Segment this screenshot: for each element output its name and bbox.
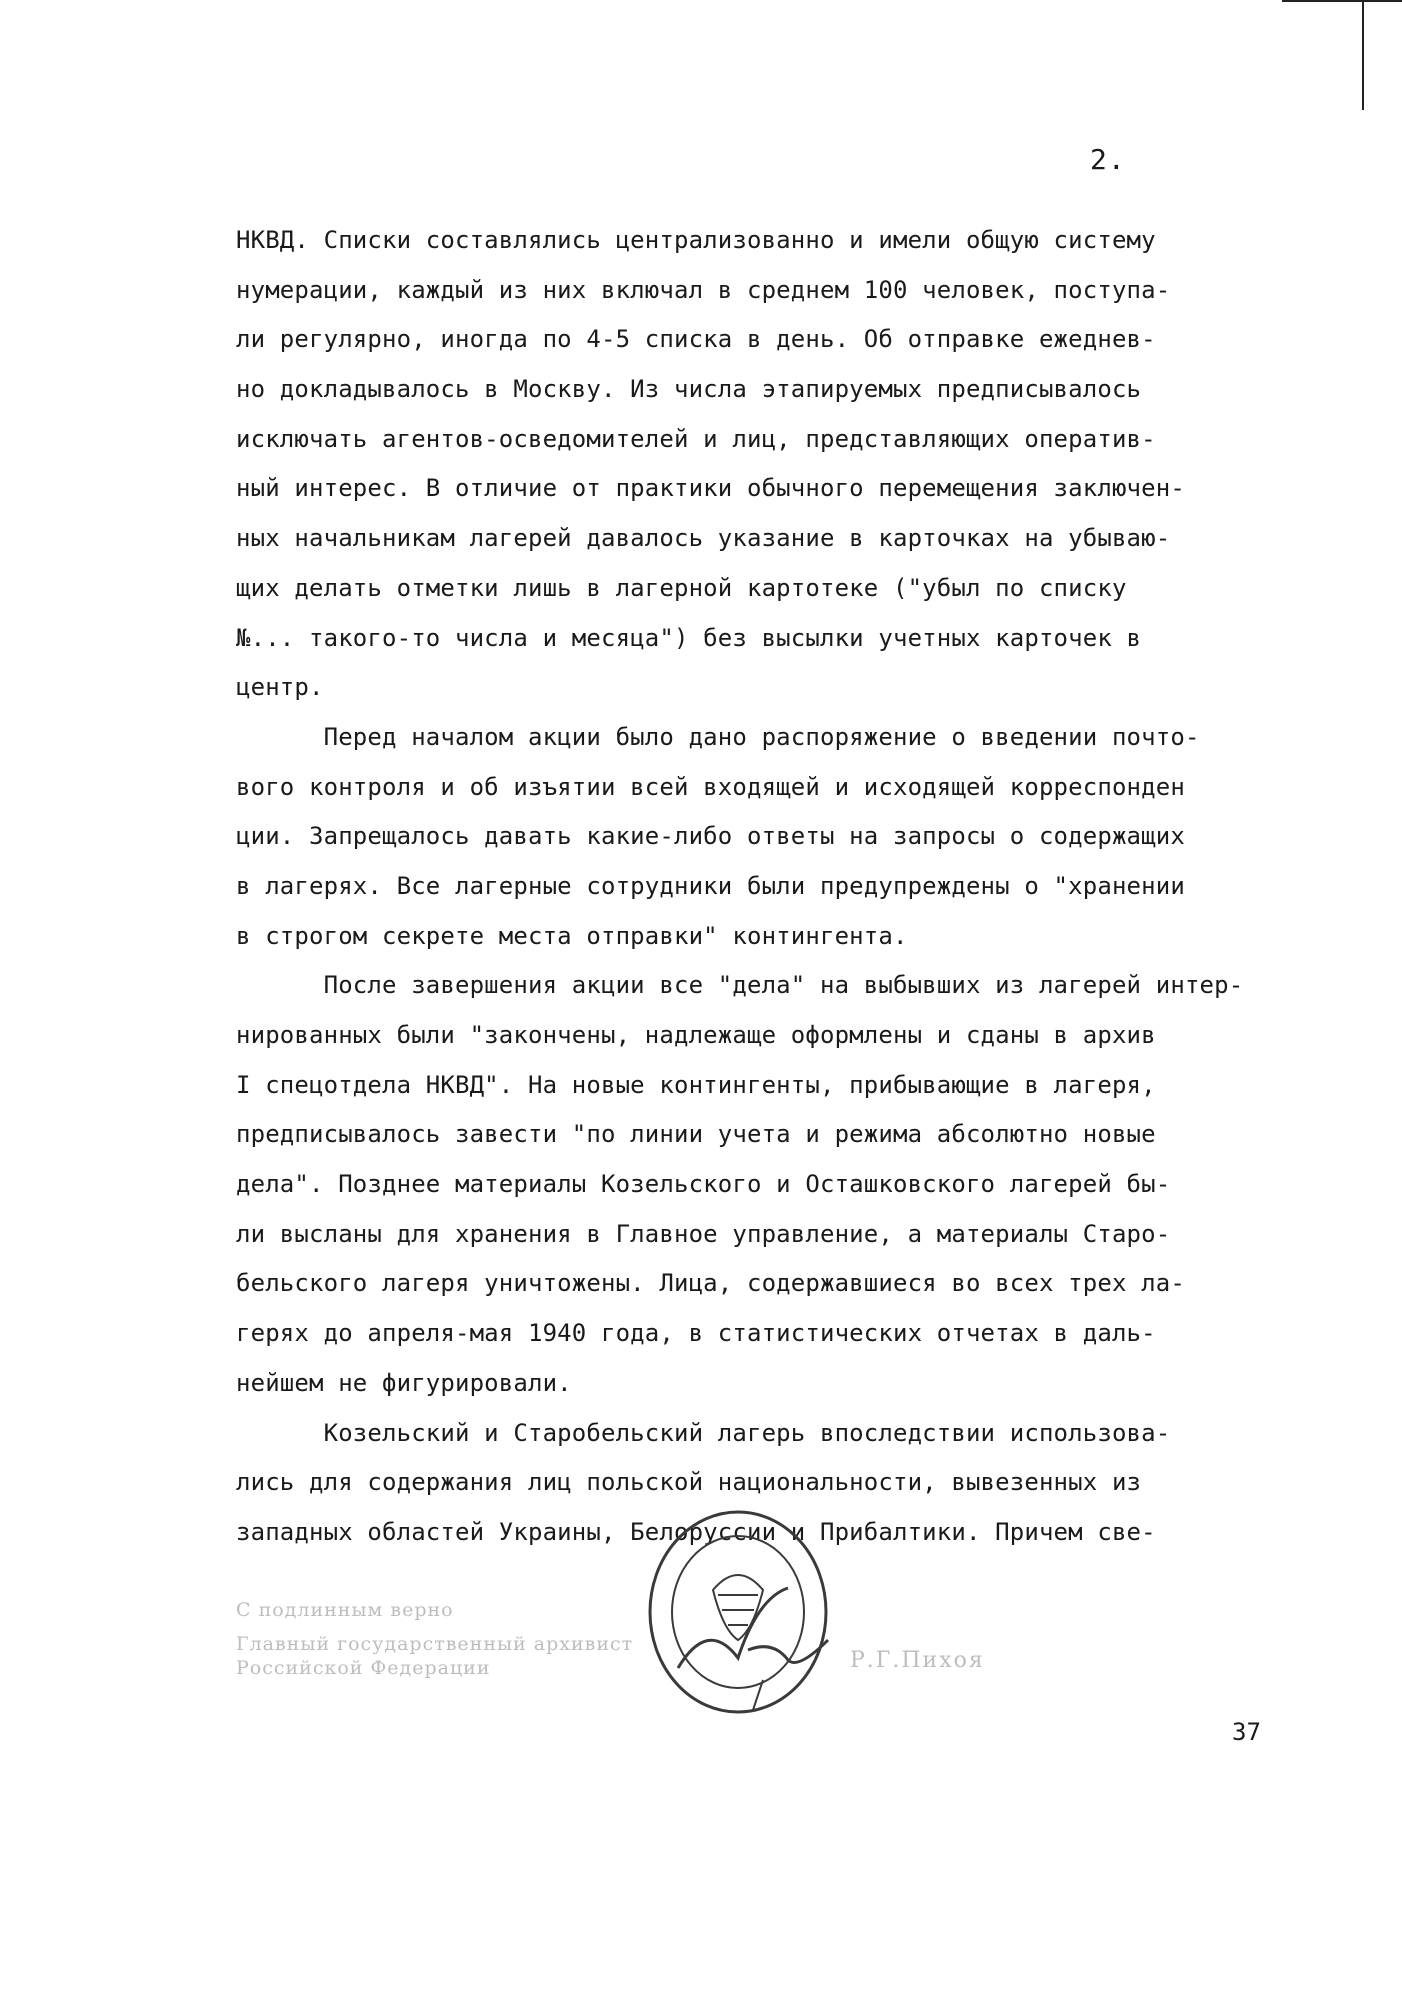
text-line: исключать агентов-осведомителей и лиц, представляющих оператив- (236, 424, 1156, 453)
text-line: I спецотдела НКВД". На новые контингенты, прибывающие в лагеря, (236, 1070, 1156, 1099)
text-line: в строгом секрете места отправки" контингента. (236, 921, 908, 950)
body-text (236, 216, 1244, 1558)
certification-name: Р.Г.Пихоя (850, 1648, 985, 1673)
text-line: ный интерес. В отличие от практики обычного перемещения заключен- (236, 474, 1185, 503)
page-number: 2. (1090, 143, 1126, 176)
text-line: дела". Позднее материалы Козельского и Осташковского лагерей бы- (236, 1170, 1171, 1199)
corner-note: 37 (1232, 1718, 1261, 1746)
certification-block (236, 1598, 633, 1680)
text-line: НКВД. Списки составлялись централизованно и имели общую систему (236, 226, 1156, 254)
text-line: бельского лагеря уничтожены. Лица, содержавшиеся во всех трех ла- (236, 1269, 1185, 1298)
text-line: ли высланы для хранения в Главное управление, а материалы Старо- (236, 1219, 1171, 1248)
text-line: ных начальникам лагерей давалось указание в карточках на убываю- (236, 524, 1171, 553)
paragraph-1 (236, 216, 1236, 713)
paragraph-2 (236, 713, 1236, 961)
text-line: №... такого-то числа и месяца") без высылки учетных карточек в (236, 623, 1142, 652)
text-line: нумерации, каждый из них включал в среднем 100 человек, поступа- (236, 275, 1171, 304)
certification-line-1: С подлинным верно (236, 1599, 454, 1621)
text-line: щих делать отметки лишь в лагерной картотеке ("убыл по списку (236, 573, 1127, 602)
right-edge-line (1362, 0, 1364, 110)
text-line: центр. (236, 673, 324, 702)
text-line: но докладывалось в Москву. Из числа этапируемых предписывалось (236, 375, 1142, 404)
text-line: нейшем не фигурировали. (236, 1368, 572, 1397)
text-line: герях до апреля-мая 1940 года, в статистических отчетах в даль- (236, 1319, 1156, 1348)
text-line: предписывалось завести "по линии учета и режима абсолютно новые (236, 1120, 1156, 1149)
text-line: западных областей Украины, Белоруссии и Прибалтики. Причем све- (236, 1517, 1156, 1546)
top-edge-line (1282, 0, 1402, 2)
paragraph-3 (236, 961, 1244, 1408)
text-line: в лагерях. Все лагерные сотрудники были предупреждены о "хранении (236, 871, 1185, 900)
certification-line-2: Главный государственный архивист (236, 1633, 634, 1655)
text-line: После завершения акции все "дела" на выбывших из лагерей интер- (236, 971, 1244, 1000)
text-line: Козельский и Старобельский лагерь впоследствии использова- (236, 1418, 1171, 1447)
archive-stamp-icon (618, 1500, 858, 1740)
text-line: Перед началом акции было дано распоряжение о введении почто- (236, 722, 1200, 751)
text-line: нированных были "закончены, надлежаще оформлены и сданы в архив (236, 1021, 1156, 1049)
text-line: ли регулярно, иногда по 4-5 списка в день. Об отправке ежеднев- (236, 325, 1156, 354)
text-line: ции. Запрещалось давать какие-либо ответы на запросы о содержащих (236, 822, 1185, 851)
certification-line-3: Российской Федерации (236, 1657, 491, 1679)
text-line: лись для содержания лиц польской национальности, вывезенных из (236, 1468, 1142, 1497)
text-line: вого контроля и об изъятии всей входящей и исходящей корреспонден (236, 772, 1185, 801)
